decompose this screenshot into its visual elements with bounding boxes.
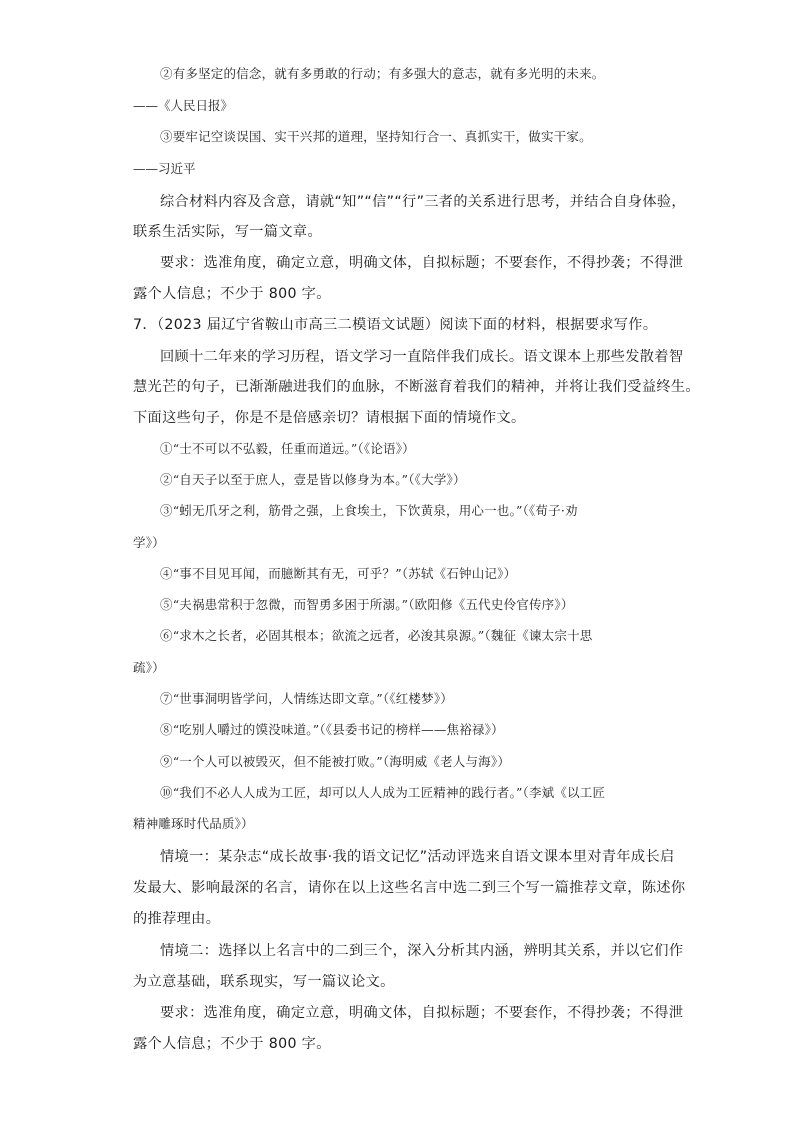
- maxim-5: ⑤“夫祸患常积于忽微，而智勇多困于所溺。”（欧阳修《五代史伶官传序》）: [160, 597, 574, 612]
- scenario-2-line-1: 情境二：选择以上名言中的二到三个，深入分析其内涵，辨明其关系，并以它们作: [160, 943, 684, 959]
- maxim-9: ⑨“一个人可以被毁灭，但不能被打败。”（海明威《老人与海》）: [160, 754, 511, 769]
- maxim-7: ⑦“世事洞明皆学问，人情练达即文章。”（《红楼梦》）: [160, 691, 453, 706]
- maxim-3-cont: 学》）: [133, 535, 165, 550]
- requirement-line-1: 要求：选准角度，确定立意，明确文体，自拟标题；不要套作，不得抄袭；不得泄: [160, 255, 684, 271]
- maxim-3: ③“蚓无爪牙之利，筋骨之强，上食埃土，下饮黄泉，用心一也。”（《荀子·劝: [160, 503, 578, 518]
- scenario-1-line-1: 情境一：某杂志“成长故事·我的语文记忆”活动评选来自语文课本里对青年成长启: [160, 849, 675, 865]
- quote-2-source: ——《人民日报》: [133, 98, 234, 113]
- task-line-2: 联系生活实际，写一篇文章。: [133, 224, 322, 240]
- q7-requirement-line-1: 要求：选准角度，确定立意，明确文体，自拟标题；不要套作，不得抄袭；不得泄: [160, 1005, 684, 1021]
- scenario-1-line-3: 的推荐理由。: [133, 911, 221, 927]
- intro-line-1: 回顾十二年来的学习历程，语文学习一直陪伴我们成长。语文课本上那些发散着智: [160, 349, 684, 365]
- scenario-1-line-2: 发最大、影响最深的名言，请你在以上这些名言中选二到三个写一篇推荐文章，陈述你: [133, 880, 686, 896]
- scenario-2-line-2: 为立意基础，联系现实，写一篇议论文。: [133, 974, 395, 990]
- maxim-4: ④“事不目见耳闻，而臆断其有无，可乎？”（苏轼《石钟山记》）: [160, 566, 517, 581]
- maxim-2: ②“自天子以至于庶人，壹是皆以修身为本。”（《大学》）: [160, 472, 466, 487]
- maxim-1: ①“士不可以不弘毅，任重而道远。”（《论语》）: [160, 441, 415, 456]
- requirement-line-2: 露个人信息；不少于 800 字。: [133, 286, 331, 302]
- question-7-header: 7．（2023 届辽宁省鞍山市高三二模语文试题）阅读下面的材料，根据要求写作。: [133, 317, 658, 333]
- maxim-10: ⑩“我们不必人人成为工匠，却可以人人成为工匠精神的践行者。”（李斌《以工匠: [160, 785, 606, 800]
- quote-3: ③要牢记空谈误国、实干兴邦的道理，坚持知行合一、真抓实干，做实干家。: [160, 129, 592, 144]
- q7-requirement-line-2: 露个人信息；不少于 800 字。: [133, 1036, 331, 1052]
- quote-3-source: ——习近平: [133, 161, 196, 176]
- maxim-8: ⑧“吃别人嚼过的馍没味道。”（《县委书记的榜样——焦裕禄》）: [160, 722, 504, 737]
- maxim-6: ⑥“求木之长者，必固其根本；欲流之远者，必浚其泉源。”（魏征《谏太宗十思: [160, 628, 593, 643]
- intro-line-2: 慧光芒的句子，已渐渐融进我们的血脉，不断滋育着我们的精神，并将让我们受益终生。: [133, 379, 700, 395]
- maxim-10-cont: 精神雕琢时代品质》）: [133, 816, 254, 831]
- task-line-1: 综合材料内容及含意，请就“知”“信”“行”三者的关系进行思考，并结合自身体验，: [160, 194, 686, 210]
- maxim-6-cont: 疏》）: [133, 660, 165, 675]
- quote-2: ②有多坚定的信念，就有多勇敢的行动；有多强大的意志，就有多光明的未来。: [160, 66, 605, 81]
- intro-line-3: 下面这些句子，你是不是倍感亲切？请根据下面的情境作文。: [133, 410, 526, 426]
